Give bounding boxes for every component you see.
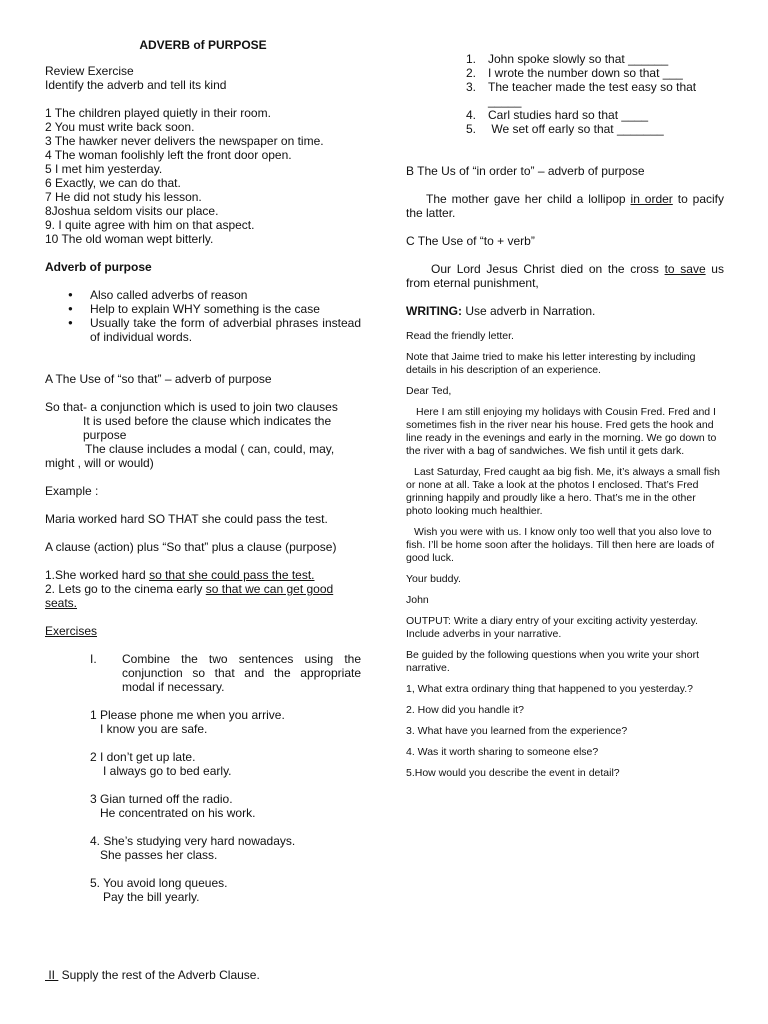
page-title: ADVERB of PURPOSE [139,38,267,52]
b-example-suffix: to pacify the latter. [406,192,725,220]
supply-item [466,108,724,122]
item-number: 2. [466,66,477,80]
exercise-item [45,792,361,820]
exercise-item [45,876,361,904]
exercise-second: She passes her class. [100,848,218,862]
supply-list [406,52,724,136]
note: Note that Jaime tried to make his letter interesting by including details in his description of an experience. [406,351,696,376]
writing-label: WRITING: [406,304,462,318]
letter-paragraph: Wish you were with us. I know only too well that you also love to fish. I’ll be home soon after the holidays. Till then here are loads of good luck. [406,526,715,564]
purpose-bullets [45,288,361,344]
item-number: 4. [466,108,477,122]
exercise-item [45,834,361,862]
exercise-first: 3 Gian turned off the radio. [90,792,233,806]
review-item: 10 The old woman wept bitterly. [45,232,214,246]
example-sentence: Maria worked hard SO THAT she could pass the test. [45,512,328,526]
supply-item [466,122,724,136]
review-item: 7 He did not study his lesson. [45,190,202,204]
exercise-first: 5. You avoid long queues. [90,876,228,890]
guide-instruction: Be guided by the following questions when you write your short narrative. [406,649,700,674]
question-item: 1, What extra ordinary thing that happened to you yesterday.? [406,683,693,695]
exercise-instruction [45,652,361,694]
letter-paragraph: Last Saturday, Fred caught aa big fish. Me, it’s always a small fish or none at all. Take a look at the photos I enclosed. That’s Fred grinning happily and proudly like a hero. That’s me in the other photo looking much healthier. [406,466,721,517]
clause-rule: A clause (action) plus “So that” plus a clause (purpose) [45,540,337,554]
review-item: 2 You must write back soon. [45,120,195,134]
supply-item [466,52,724,66]
left-column [45,38,361,904]
section-a-heading: A The Use of “so that” – adverb of purpose [45,372,272,386]
item-text: We set off early so that _______ [488,122,664,136]
review-item: 4 The woman foolishly left the front door open. [45,148,292,162]
letter-closing: Your buddy. [406,573,461,585]
read-letter: Read the friendly letter. [406,330,514,342]
letter-salutation: Dear Ted, [406,385,452,397]
exercises-heading: Exercises [45,624,98,638]
part-two-heading [45,968,260,982]
example-1 [45,568,361,582]
exercise-second: Pay the bill yearly. [103,890,200,904]
question-item: 3. What have you learned from the experience? [406,725,628,737]
bullet-item: ● Usually take the form of adverbial phrases instead of individual words. [90,316,361,344]
writing-text: Use adverb in Narration. [462,304,596,318]
example-2-underlined: so that we can get good seats. [45,582,334,610]
example-2 [45,582,361,610]
section-c-example [406,262,724,290]
instruction-text: Combine the two sentences using the conjunction so that and the appropriate modal if necessary. [122,652,361,694]
part-two-text: Supply the rest of the Adverb Clause. [58,968,260,982]
item-number: 3. [466,80,477,94]
letter-signature: John [406,594,429,606]
part-two-numeral: II [45,968,59,982]
exercise-second: He concentrated on his work. [100,806,256,820]
review-heading: Review Exercise [45,64,134,78]
purpose-heading: Adverb of purpose [45,260,152,274]
item-text: I wrote the number down so that ___ [488,66,683,80]
section-b-heading: B The Us of “in order to” – adverb of purpose [406,164,645,178]
question-item: 4. Was it worth sharing to someone else? [406,746,599,758]
exercise-item [45,708,361,736]
b-example-text: The mother gave her child a lollipop [426,192,631,206]
exercise-first: 4. She’s studying very hard nowadays. [90,834,296,848]
exercise-second: I always go to bed early. [103,764,232,778]
question-item: 2. How did you handle it? [406,704,524,716]
bullet-item: ● Also called adverbs of reason [90,288,361,302]
exercise-first: 1 Please phone me when you arrive. [90,708,285,722]
item-number: 5. [466,122,477,136]
right-column [406,52,724,788]
c-example-underlined: to save [664,262,706,276]
supply-item [466,66,724,80]
example-1-underlined: so that she could pass the test. [149,568,315,582]
review-instruction: Identify the adverb and tell its kind [45,78,227,92]
supply-item [466,80,724,108]
so-that-definition-3: The clause includes a modal ( can, could, may, might , will or would) [45,442,335,470]
output-instruction: OUTPUT: Write a diary entry of your exciting activity yesterday. Include adverbs in your narrative. [406,615,698,640]
exercise-first: 2 I don’t get up late. [90,750,196,764]
roman-numeral: I. [90,652,97,666]
so-that-definition: So that- a conjunction which is used to join two clauses [45,400,338,414]
review-list [45,106,361,246]
item-number: 1. [466,52,477,66]
review-item: 3 The hawker never delivers the newspaper on time. [45,134,324,148]
so-that-definition-2: It is used before the clause which indicates the purpose [83,414,332,442]
item-text: The teacher made the test easy so that _____ [488,80,697,108]
letter-section [406,330,724,780]
review-item: 8Joshua seldom visits our place. [45,204,219,218]
question-item: 5.How would you describe the event in detail? [406,767,620,779]
review-item: 5 I met him yesterday. [45,162,163,176]
exercise-item [45,750,361,778]
bullet-item: ● Help to explain WHY something is the case [90,302,361,316]
c-example-text: Our Lord Jesus Christ died on the cross [431,262,665,276]
writing-line [406,304,724,318]
exercise-second: I know you are safe. [100,722,208,736]
example-2-text: 2. Lets go to the cinema early [45,582,206,596]
item-text: John spoke slowly so that ______ [488,52,669,66]
c-example-suffix: us from eternal punishment, [406,262,724,290]
review-item: 6 Exactly, we can do that. [45,176,181,190]
example-label: Example : [45,484,99,498]
section-c-heading: C The Use of “to + verb” [406,234,535,248]
review-item: 9. I quite agree with him on that aspect. [45,218,255,232]
section-b-example [406,192,724,220]
b-example-underlined: in order [630,192,673,206]
letter-paragraph: Here I am still enjoying my holidays with Cousin Fred. Fred and I sometimes fish in the river near his house. Fred gets the hook and line ready in the evenings and early in the morning. We go down to the river with a bag of sandwiches. We fish until it gets dark. [406,406,717,457]
item-text: Carl studies hard so that ____ [488,108,649,122]
example-1-text: 1.She worked hard [45,568,150,582]
review-item: 1 The children played quietly in their room. [45,106,271,120]
